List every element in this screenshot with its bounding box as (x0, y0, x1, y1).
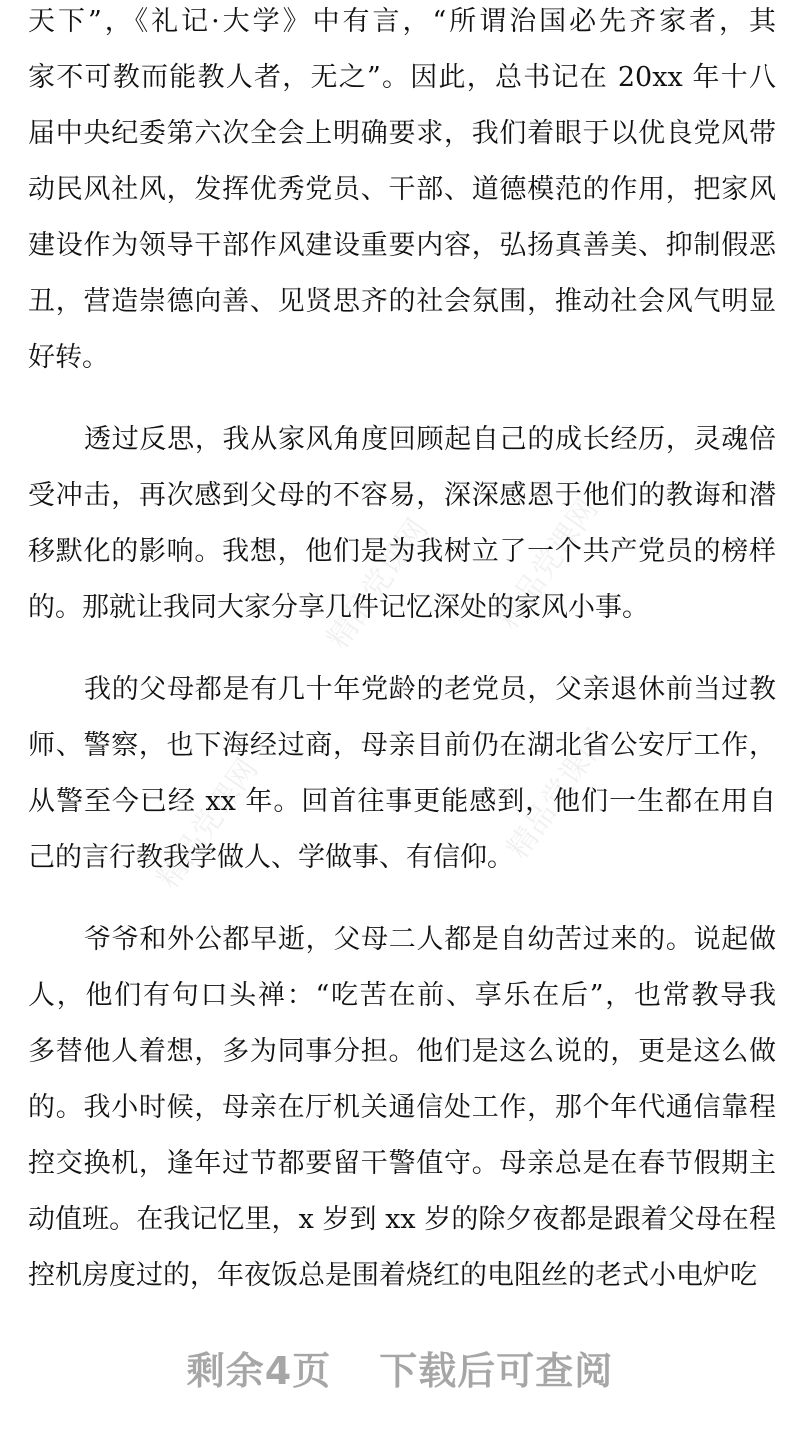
text-line: 控机房度过的，年夜饭总是围着烧红的电阻丝的老式小电炉吃 (28, 1260, 757, 1291)
text-line: 天下”，《礼记·大学》中有言，“所谓治国必先齐家者，其 (28, 6, 776, 37)
text-line: 的。我小时候，母亲在厅机关通信处工作，那个年代通信靠程 (28, 1092, 776, 1123)
text-line: 丑，营造崇德向善、见贤思齐的社会氛围，推动社会风气明显 (28, 286, 776, 317)
watermark: 精品党课网 (490, 492, 606, 636)
download-to-view-label: 下载后可查阅 (379, 1349, 614, 1393)
text-line: 建设作为领导干部作风建设重要内容，弘扬真善美、抑制假恶 (28, 230, 776, 261)
watermark: 精品党课网 (320, 512, 436, 656)
text-line: 好转。 (28, 342, 109, 373)
text-line: 透过反思，我从家风角度回顾起自己的成长经历，灵魂倍 (84, 424, 776, 455)
remaining-pages-label: 剩余4页 (186, 1349, 332, 1393)
text-line: 移默化的影响。我想，他们是为我树立了一个共产党员的榜样 (28, 536, 776, 567)
text-line: 受冲击，再次感到父母的不容易，深深感恩于他们的教诲和潜 (28, 480, 776, 511)
text-line: 多替他人着想，多为同事分担。他们是这么说的，更是这么做 (28, 1036, 776, 1067)
text-line: 动值班。在我记忆里，x 岁到 xx 岁的除夕夜都是跟着父母在程 (28, 1204, 776, 1235)
text-line: 我的父母都是有几十年党龄的老党员，父亲退休前当过教 (84, 674, 776, 705)
text-line: 爷爷和外公都早逝，父母二人都是自幼苦过来的。说起做 (84, 924, 776, 955)
text-line: 控交换机，逢年过节都要留干警值守。母亲总是在春节假期主 (28, 1148, 776, 1179)
text-line: 己的言行教我学做人、学做事、有信仰。 (28, 842, 514, 873)
download-prompt[interactable] (0, 1340, 800, 1395)
watermark: 精品党课网 (150, 752, 266, 896)
watermark: 精品党课网 (500, 722, 616, 866)
text-line: 动民风社风，发挥优秀党员、干部、道德模范的作用，把家风 (28, 174, 776, 205)
text-line: 家不可教而能教人者，无之”。因此，总书记在 20xx 年十八 (28, 62, 776, 93)
text-line: 师、警察，也下海经过商，母亲目前仍在湖北省公安厅工作， (28, 730, 776, 761)
text-line: 从警至今已经 xx 年。回首往事更能感到，他们一生都在用自 (28, 786, 776, 817)
text-line: 的。那就让我同大家分享几件记忆深处的家风小事。 (28, 592, 649, 623)
text-line: 人，他们有句口头禅：“吃苦在前、享乐在后”，也常教导我 (28, 980, 776, 1011)
text-line: 届中央纪委第六次全会上明确要求，我们着眼于以优良党风带 (28, 118, 776, 149)
